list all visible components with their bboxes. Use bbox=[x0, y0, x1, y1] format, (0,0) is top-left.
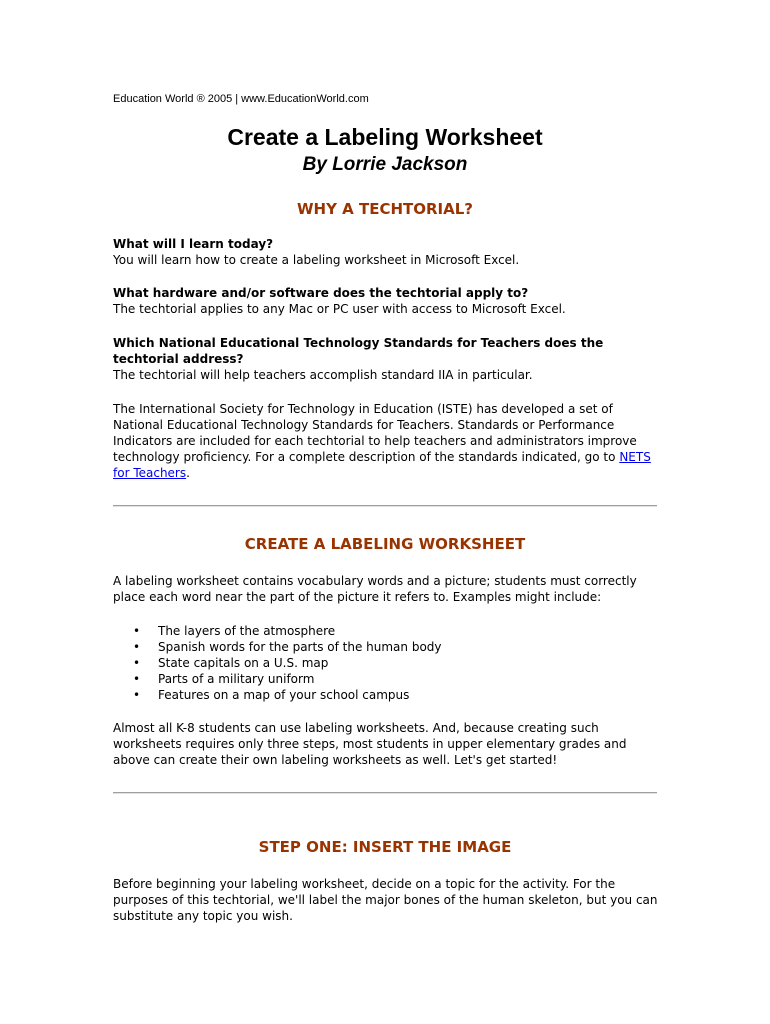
divider-1 bbox=[113, 505, 657, 507]
bullet-icon: • bbox=[133, 656, 141, 670]
bullet-icon: • bbox=[133, 672, 141, 686]
header-line: Education World ® 2005 | www.EducationWorld.com bbox=[113, 93, 369, 105]
section-heading-step-one: STEP ONE: INSERT THE IMAGE bbox=[258, 838, 512, 856]
divider-2 bbox=[113, 792, 657, 794]
list-item: • The layers of the atmosphere bbox=[133, 624, 336, 638]
list-item: • Features on a map of your school campus bbox=[133, 688, 410, 702]
byline: By Lorrie Jackson bbox=[302, 154, 468, 175]
question-1: What will I learn today? bbox=[113, 237, 274, 251]
step-one-paragraph: Before beginning your labeling worksheet, decide on a topic for the activity. For the purposes of this techtorial, we'll label the major bones of the human skeleton, but you can substitute any topic you wish. bbox=[113, 877, 658, 923]
qa-block-2 bbox=[113, 285, 658, 317]
answer-1: You will learn how to create a labeling worksheet in Microsoft Excel. bbox=[113, 253, 520, 267]
page-title: Create a Labeling Worksheet bbox=[227, 124, 543, 150]
create-outro: Almost all K-8 students can use labeling worksheets. And, because creating such worksheets requires only three steps, most students in upper elementary grades and above can create their own labeling worksheets as well. Let's get started! bbox=[113, 721, 627, 767]
bullet-icon: • bbox=[133, 624, 141, 638]
qa-block-1 bbox=[113, 236, 658, 268]
list-item: • Parts of a military uniform bbox=[133, 672, 315, 686]
list-item: • State capitals on a U.S. map bbox=[133, 656, 329, 670]
bullet-icon: • bbox=[133, 688, 141, 702]
answer-3: The techtorial will help teachers accomplish standard IIA in particular. bbox=[113, 368, 533, 382]
question-2: What hardware and/or software does the techtorial apply to? bbox=[113, 286, 529, 300]
question-3: Which National Educational Technology Standards for Teachers does the techtorial address? bbox=[113, 336, 604, 366]
nets-for-teachers-link[interactable]: NETS for Teachers bbox=[113, 450, 651, 480]
section-heading-create: CREATE A LABELING WORKSHEET bbox=[244, 535, 526, 553]
link-period: . bbox=[186, 466, 190, 480]
list-item: • Spanish words for the parts of the human body bbox=[133, 640, 442, 654]
iste-paragraph-text: The International Society for Technology in Education (ISTE) has developed a set of National Educational Technology Standards for Teachers. Standards or Performance Indicators are included for each techtorial to help teachers and administrators improve technology proficiency. For a complete description of the standards indicated, go to bbox=[113, 402, 637, 464]
bullet-icon: • bbox=[133, 640, 141, 654]
examples-list bbox=[113, 623, 442, 703]
section-heading-why: WHY A TECHTORIAL? bbox=[296, 200, 474, 218]
qa-block-3 bbox=[113, 335, 658, 383]
answer-2: The techtorial applies to any Mac or PC user with access to Microsoft Excel. bbox=[113, 302, 566, 316]
iste-paragraph bbox=[113, 401, 658, 481]
create-intro: A labeling worksheet contains vocabulary words and a picture; students must correctly place each word near the part of the picture it refers to. Examples might include: bbox=[113, 574, 637, 604]
